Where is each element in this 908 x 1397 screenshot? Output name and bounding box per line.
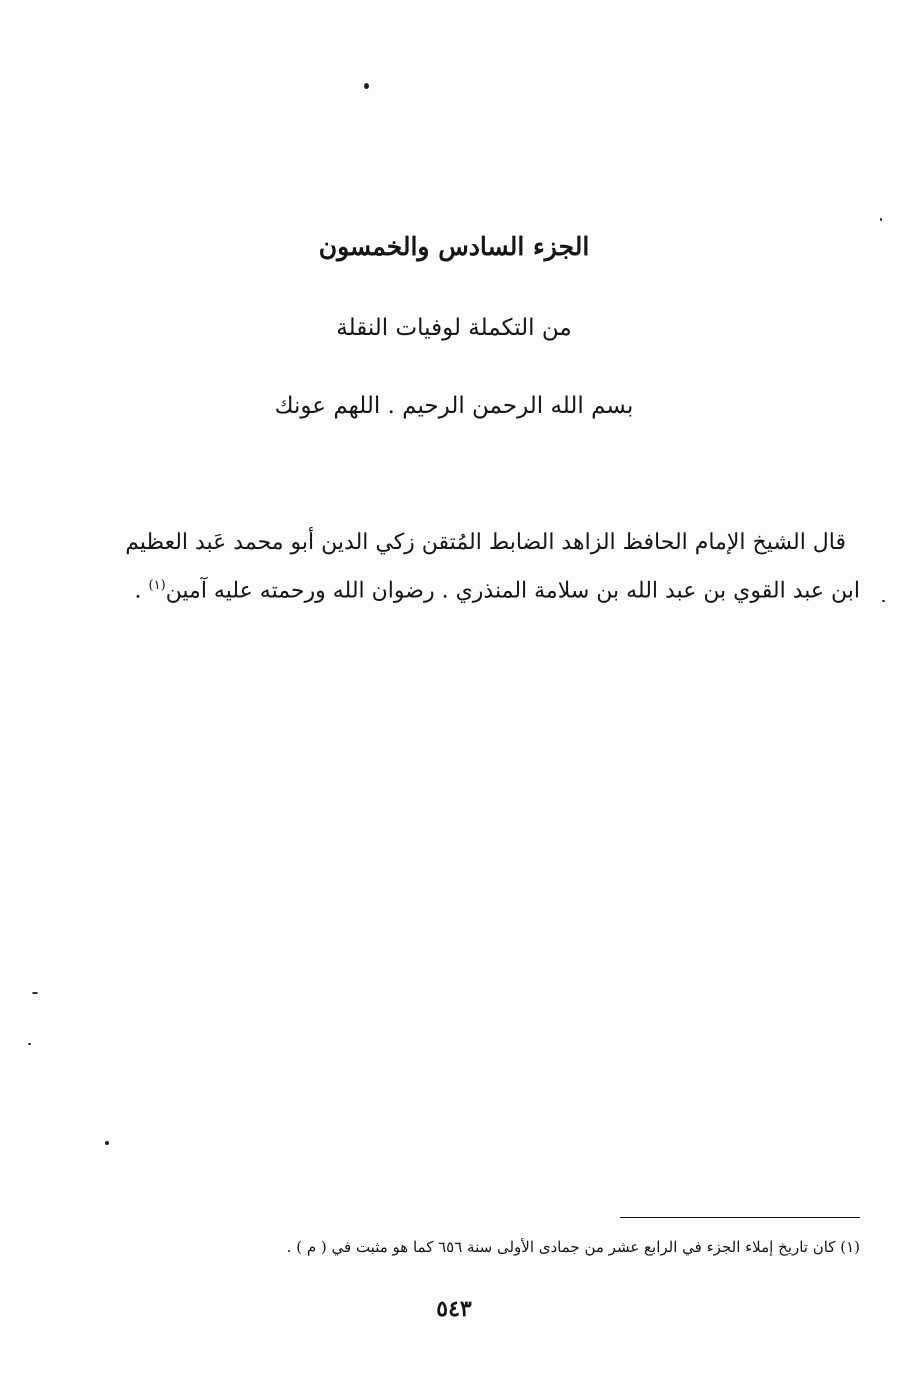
- part-title: الجزء السادس والخمسون: [318, 232, 590, 261]
- scan-speck: [364, 83, 369, 89]
- page-number: ٥٤٣: [436, 1296, 472, 1322]
- scan-speck: [880, 218, 882, 221]
- body-line-2-end: .: [134, 578, 149, 604]
- body-line-2-text: ابن عبد القوي بن عبد الله بن سلامة المنذري . رضوان الله ورحمته عليه آمين: [165, 578, 860, 604]
- scan-speck: [32, 992, 38, 994]
- footnote-divider: [620, 1217, 860, 1218]
- footnote-marker: (١): [148, 578, 166, 593]
- basmala-line: بسم الله الرحمن الرحيم . اللهم عونك: [274, 393, 634, 419]
- book-subtitle: من التكملة لوفيات النقلة: [336, 315, 572, 341]
- scan-speck: [882, 600, 885, 602]
- scan-speck: [28, 1043, 31, 1045]
- scan-speck: [105, 1141, 109, 1145]
- body-line-2: [60, 578, 860, 603]
- body-line-1: قال الشيخ الإمام الحافظ الزاهد الضابط المُتقن زكي الدين أبو محمد عَبد العظيم: [125, 530, 846, 555]
- footnote-text: (١) كان تاريخ إملاء الجزء في الرابع عشر من جمادى الأولى سنة ٦٥٦ كما هو مثبت في ( م ) .: [286, 1238, 860, 1256]
